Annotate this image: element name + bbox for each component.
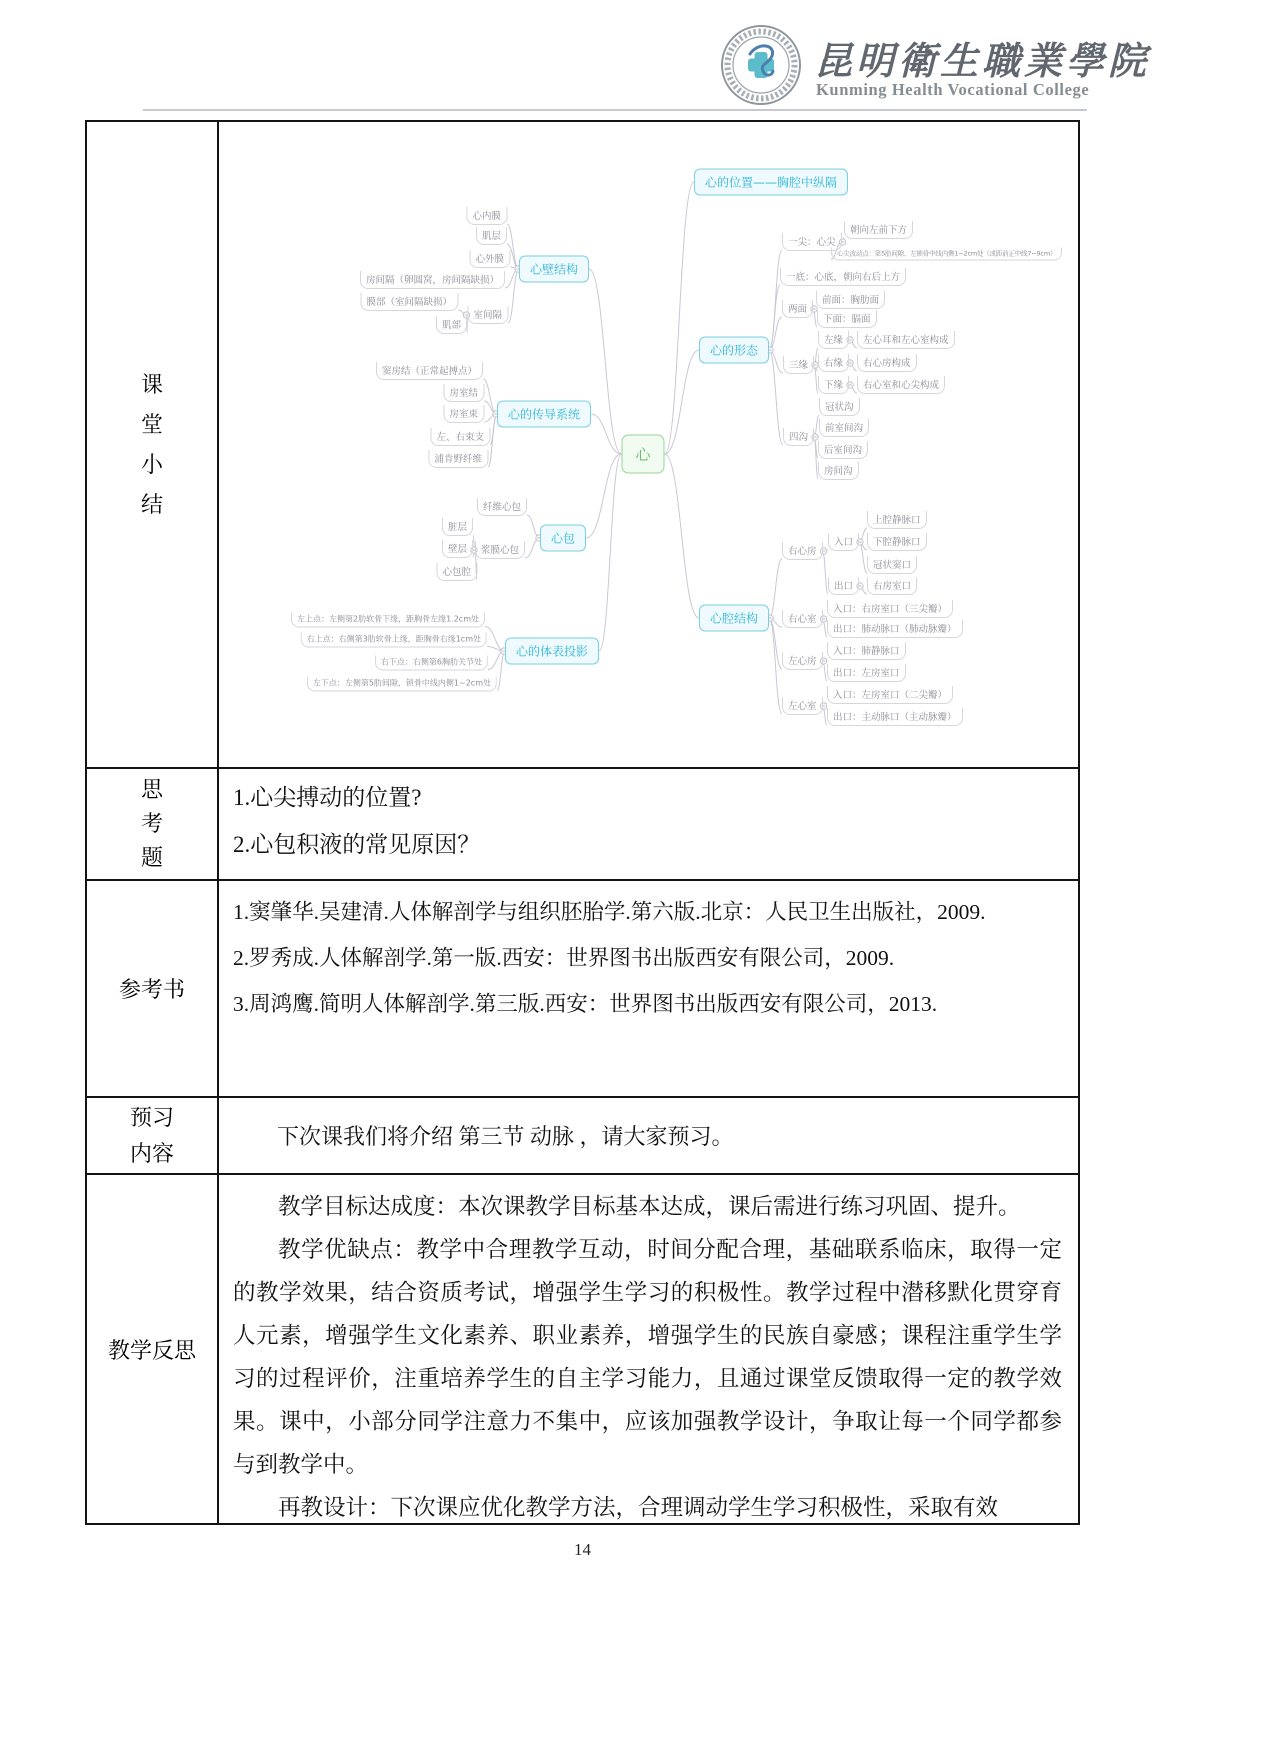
mindmap-node-sjg: 室间隔 [467,306,508,324]
row-label-cell [87,769,219,879]
mindmap-node-guanzhuang: 冠状沟 [819,398,860,416]
mindmap-node-yxf-in: 入口 [828,533,859,551]
mindmap-node-xiayuan2: 右心室和心尖构成 [857,376,945,394]
mindmap-node-sigou: 四沟 [783,428,814,446]
thinking-questions-content [219,769,1078,879]
row-label-cell [87,1098,219,1173]
mindmap-node-fjg: 房间隔（卵圆窝，房间隔缺损） [360,271,505,289]
thinking-question-1: 1.心尖搏动的位置? [233,785,422,810]
mindmap-node-fsj: 房室结 [443,384,484,402]
mindmap-node-dfj: 窦房结（正常起搏点） [376,362,483,380]
mindmap-node-jb: 肌部 [436,316,467,334]
reference-item-2: 2.罗秀成.人体解剖学.第一版.西安：世界图书出版西安有限公司，2009. [233,946,895,970]
mindmap-node-zxf: 左心房 [782,652,823,670]
row-thinking-questions [87,767,1078,879]
mindmap-node-xinbao: 心包 [540,525,586,552]
mindmap-node-zsd: 左上点：左侧第2肋软骨下缘，距胸骨左缘1.2cm处 [291,613,485,628]
mindmap-node-zxf-out: 出口：左房室口 [827,664,906,682]
lesson-plan-table [85,120,1080,1525]
mindmap-node-zysz: 左、右束支 [430,428,490,446]
mindmap-node-fangjiangou: 房间沟 [818,462,859,480]
mindmap-node-yxf-out: 出口 [828,577,859,595]
mindmap-node-heart: 心 [621,435,664,474]
college-name-english: Kunming Health Vocational College [816,80,1090,99]
mindmap-node-jmxb: 浆膜心包 [475,541,525,559]
row-preview-content [87,1096,1078,1173]
mindmap-node-yfsk: 右房室口 [867,577,917,595]
reference-item-1: 1.窦肇华.吴建清.人体解剖学与组织胚胎学.第六版.北京：人民卫生出版社，2009. [233,900,986,924]
mindmap-node-zuoyuan: 左缘 [818,331,849,349]
mindmap-node-houshijian: 后室间沟 [818,441,868,459]
mindmap-node-liangmian: 两面 [782,300,813,318]
mindmap-node-qianmian: 前面：胸肋面 [816,291,885,309]
mindmap-node-qianshijian: 前室间沟 [819,419,869,437]
classroom-summary-content [219,122,1078,767]
mindmap-node-chuandao: 心的传导系统 [497,401,591,428]
mindmap-node-youyuan: 右缘 [818,354,849,372]
mindmap-node-xiayuan: 下缘 [818,376,849,394]
college-name-chinese: 昆明衛生職業學院 [814,41,1151,83]
mindmap-node-xinqiang: 心腔结构 [699,605,769,632]
mindmap-node-gzd: 冠状窦口 [867,556,917,574]
mindmap-node-yxd: 右下点：右侧第6胸肋关节处 [375,656,488,671]
mindmap-node-zxs: 左心室 [782,697,823,715]
reflection-paragraph-3: 再教设计：下次课应优化教学方法，合理调动学生学习积极性，采取有效 [278,1495,999,1520]
row-classroom-summary [87,122,1078,767]
mindmap-node-xnm: 心内膜 [466,207,507,225]
college-seal-logo [720,24,802,106]
mindmap-node-jc: 肌层 [476,227,507,245]
mindmap-node-xingtai: 心的形态 [699,337,769,364]
row-reference-books [87,879,1078,1096]
thinking-question-2: 2.心包积液的常见原因？ [233,832,481,857]
mindmap-node-sanyuan: 三缘 [783,356,814,374]
mindmap-node-mb: 膜部（室间隔缺损） [360,293,458,311]
mindmap-node-zxs-out: 出口：主动脉口（主动脉瓣） [827,708,963,726]
mindmap-node-yxs-in: 入口：右房室口（三尖瓣） [827,600,953,618]
mindmap-node-xinbi: 心壁结构 [519,256,589,283]
mindmap-node-xbq: 心包腔 [436,563,477,581]
mindmap-node-yijian: 一尖：心尖 [782,233,842,251]
page-number: 14 [574,1540,591,1559]
mindmap-node-chaoxiang: 朝向左前下方 [844,221,913,239]
mindmap-node-touying: 心的体表投影 [505,638,599,665]
mindmap-node-pkn: 浦肯野纤维 [428,450,488,468]
preview-text: 下次课我们将介绍 第三节 动脉 ，请大家预习。 [277,1124,734,1149]
mindmap-node-sqjm: 上腔静脉口 [867,511,927,529]
row-label-thinking-questions: 思考题 [140,777,163,870]
mindmap-node-bodong: 心尖波动点：第5肋间隙、左锁骨中线内侧1~2cm处（或距前正中线7~9cm） [831,248,1062,261]
mindmap-node-yxf: 右心房 [782,542,823,560]
reference-item-3: 3.周鸿鹰.简明人体解剖学.第三版.西安：世界图书出版西安有限公司，2013. [233,992,938,1016]
mindmap-node-weizhi: 心的位置——胸腔中纵隔 [694,169,848,196]
row-label-cell [87,881,219,1096]
mindmap-node-zang: 脏层 [442,518,473,536]
mindmap-node-xqjm: 下腔静脉口 [867,533,927,551]
row-label-cell [87,122,219,767]
heart-mindmap [219,122,1078,767]
header-divider [143,109,1087,111]
mindmap-node-xwxb: 纤维心包 [477,498,527,516]
mindmap-node-bi: 壁层 [442,540,473,558]
row-label-teaching-reflection: 教学反思 [107,1337,196,1363]
preview-content [219,1098,1078,1173]
teaching-reflection-content [219,1175,1078,1523]
row-label-classroom-summary: 课堂小结 [140,371,163,517]
mindmap-node-ysd: 右上点：右侧第3肋软骨上缘，距胸骨右缘1cm处 [301,633,487,648]
mindmap-node-youyuan2: 右心房构成 [857,354,917,372]
mindmap-node-xiamian: 下面：膈面 [817,310,877,328]
mindmap-node-zxs-in: 入口：左房室口（二尖瓣） [827,686,953,704]
mindmap-node-fss: 房室束 [443,405,484,423]
row-teaching-reflection [87,1173,1078,1523]
mindmap-node-zxd: 左下点：左侧第5肋间隙，锁骨中线内侧1~2cm处 [307,677,497,692]
mindmap-node-xwm: 心外膜 [469,250,510,268]
mindmap-node-zuoyuan2: 左心耳和左心室构成 [857,331,955,349]
mindmap-node-zxf-in: 入口：肺静脉口 [827,642,906,660]
row-label-preview-content: 预习内容 [129,1104,174,1166]
page-header [0,0,1271,118]
mindmap-node-yidi: 一底：心底，朝向右后上方 [780,268,906,286]
mindmap-node-yxs: 右心室 [782,610,823,628]
row-label-cell [87,1175,219,1523]
reference-books-content [219,881,1078,1096]
row-label-reference-books: 参考书 [118,977,185,1002]
mindmap-node-yxs-out: 出口：肺动脉口（肺动脉瓣） [827,620,963,638]
reflection-paragraph-1: 教学目标达成度：本次课教学目标基本达成，课后需进行练习巩固、提升。 [278,1194,1021,1219]
reflection-paragraph-2: 教学优缺点：教学中合理教学互动，时间分配合理，基础联系临床，取得一定的教学效果，结合资质考试，增强学生学习的积极性。教学过程中潜移默化贯穿育人元素，增强学生文化素养、职业素养，增强学生的民族自豪感；课程注重学生学习的过程评价，注重培养学生的自主学习能力，且通过课堂反馈取得一定的教学效果。课中，小部分同学注意力不集中，应该加强教学设计，争取让每一个同学都参与到教学中。 [233,1237,1062,1477]
